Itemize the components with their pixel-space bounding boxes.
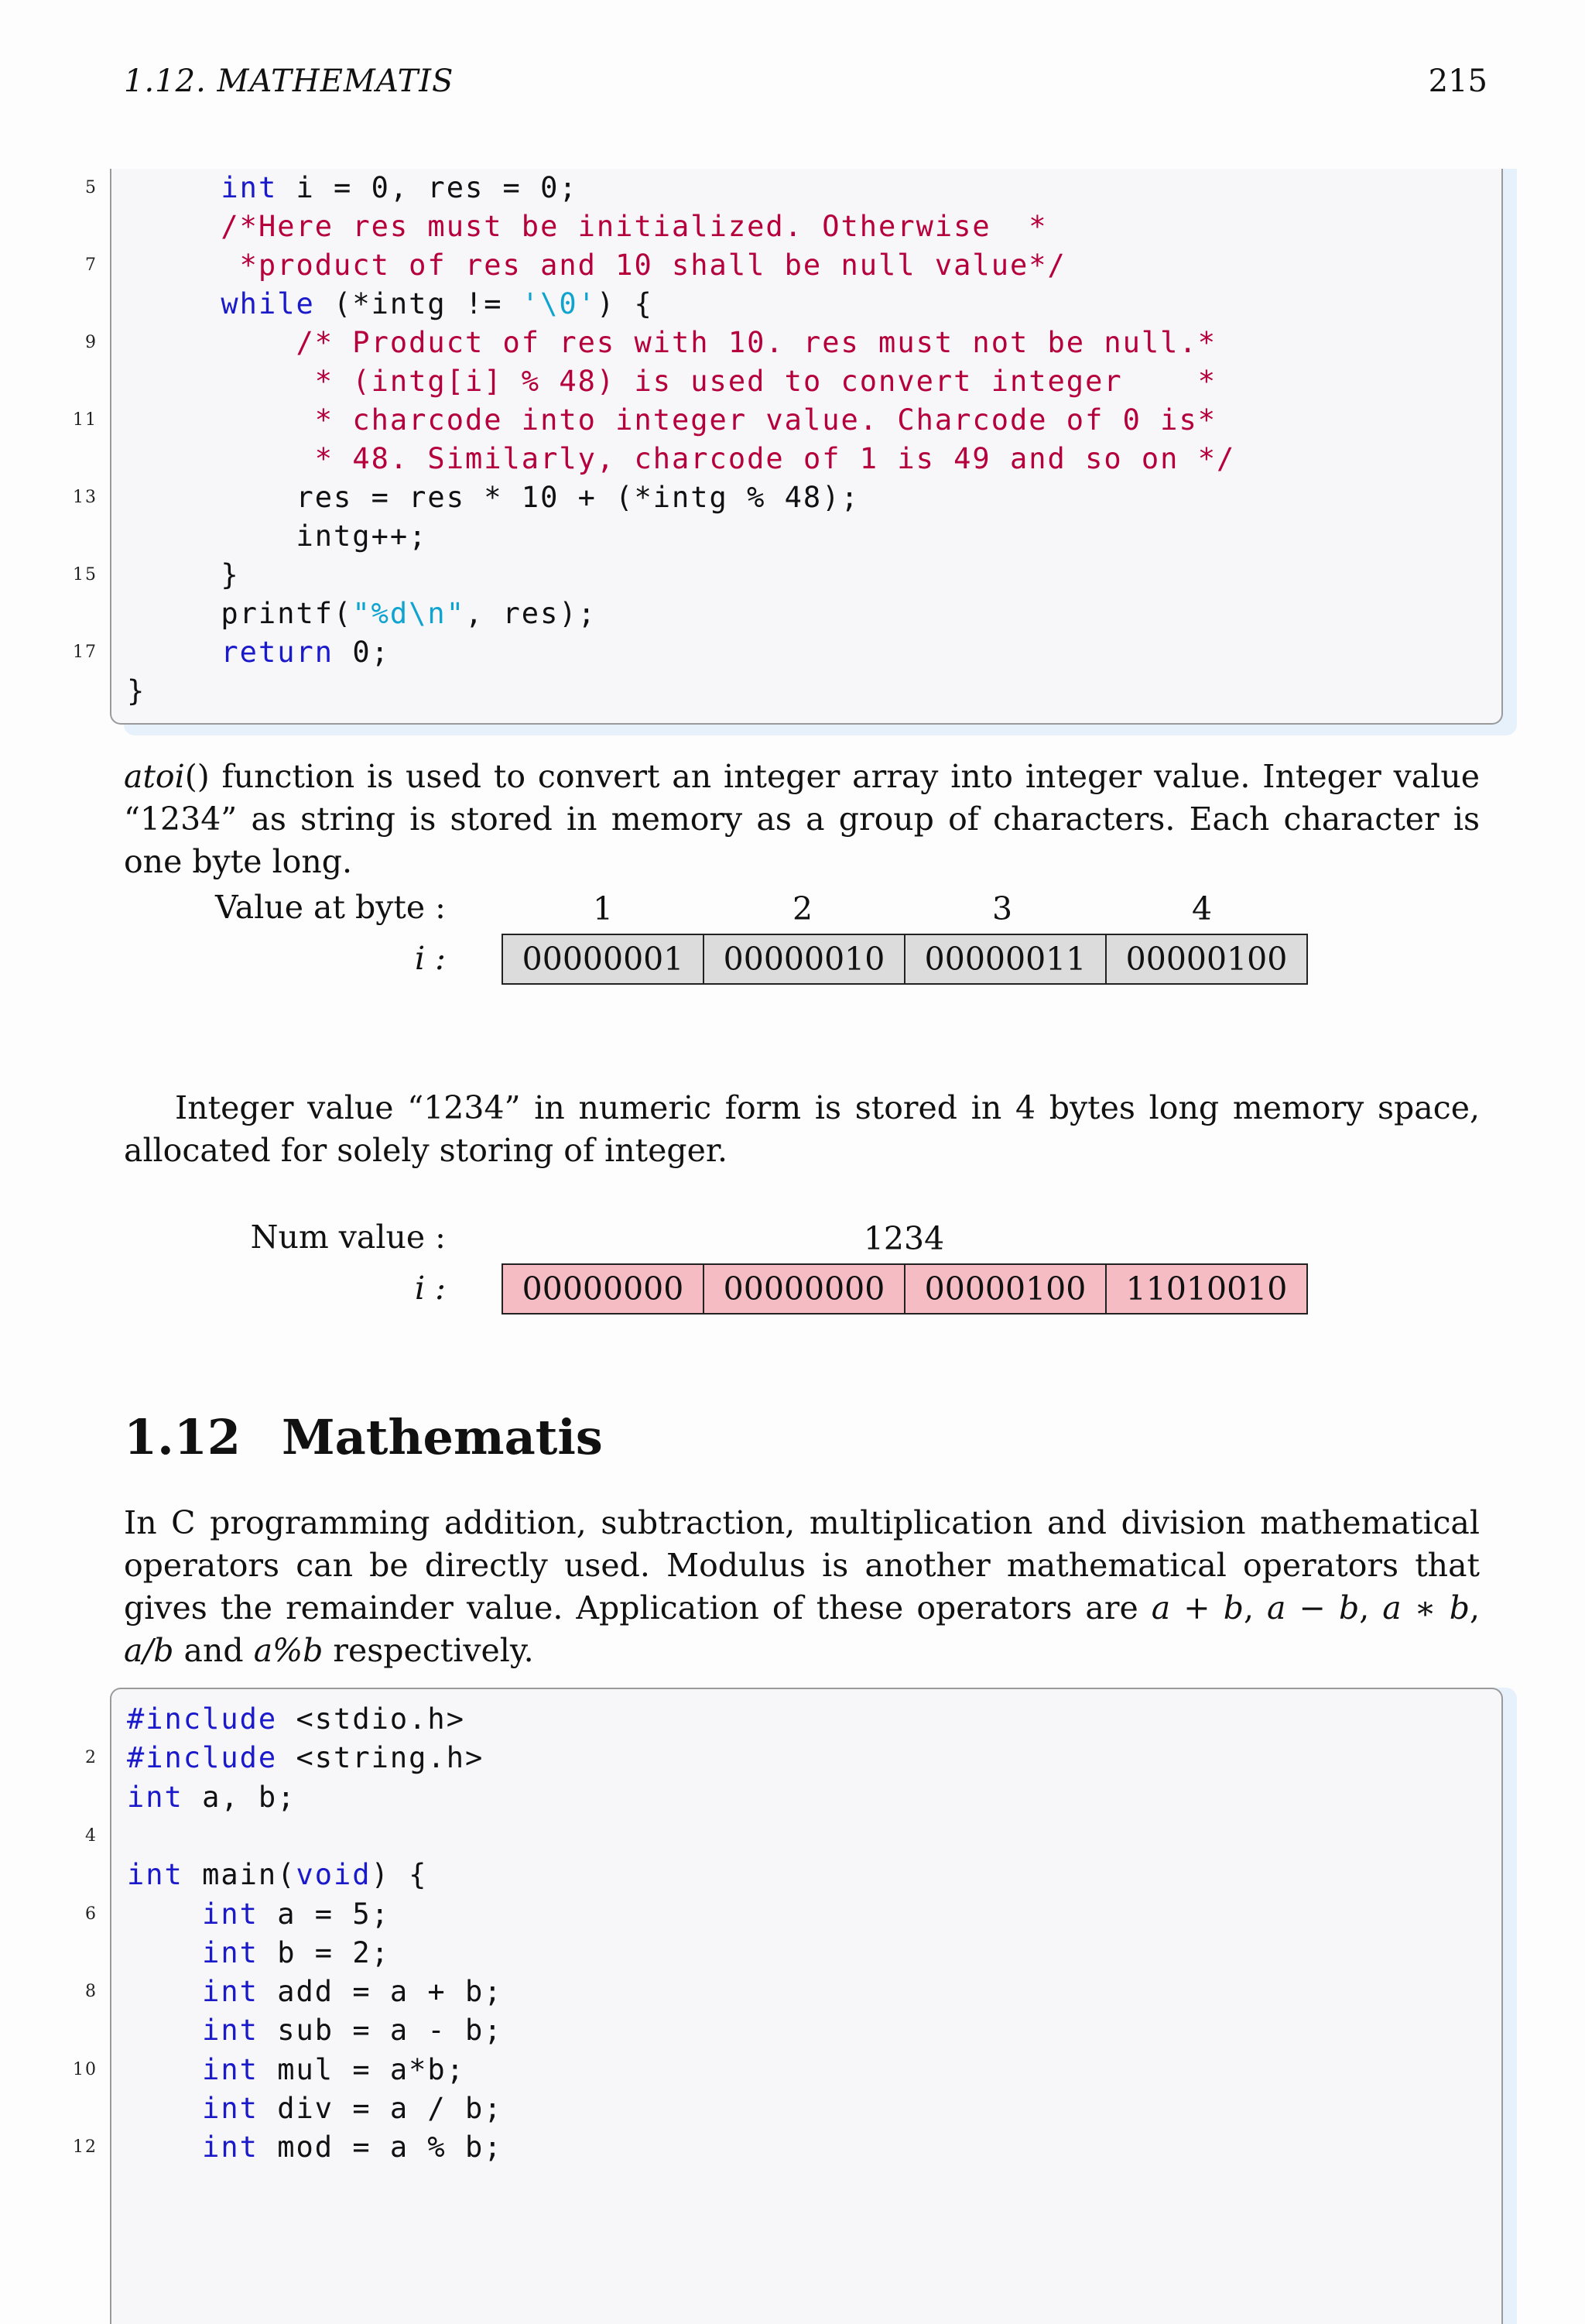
table2-header-label: Num value : bbox=[250, 1219, 446, 1256]
line-number: 7 bbox=[85, 255, 98, 275]
line-number: 10 bbox=[73, 2059, 98, 2079]
line-number: 12 bbox=[73, 2137, 98, 2158]
table1-column-number: 1 bbox=[592, 890, 614, 927]
line-number: 5 bbox=[85, 178, 98, 197]
code-line bbox=[85, 1973, 1501, 2011]
code-line bbox=[111, 517, 1501, 556]
code-text: /* Product of res with 10. res must not be null.* bbox=[296, 326, 1217, 359]
paragraph-atoi-intro bbox=[124, 756, 1480, 883]
table1-cell: 00000001 bbox=[502, 934, 704, 985]
table2-cell: 00000000 bbox=[703, 1263, 905, 1315]
code-line bbox=[111, 672, 1501, 711]
table1-cell: 00000100 bbox=[1105, 934, 1308, 985]
table1-column-number: 3 bbox=[991, 890, 1013, 927]
line-number: 17 bbox=[73, 643, 98, 662]
table1-header-label: Value at byte : bbox=[214, 889, 446, 926]
line-number: 8 bbox=[85, 1982, 98, 2002]
code-line bbox=[73, 401, 1501, 440]
code-text: *product of res and 10 shall be null value*/ bbox=[239, 249, 1066, 282]
code-text: int a, b; bbox=[127, 1780, 296, 1814]
code-line bbox=[85, 1895, 1501, 1934]
table1-column-number: 2 bbox=[792, 890, 813, 927]
code-line bbox=[111, 1700, 1501, 1739]
code-text: * charcode into integer value. Charcode of 0 is* bbox=[314, 403, 1217, 437]
code-text: int b = 2; bbox=[202, 1935, 390, 1969]
code-text: * 48. Similarly, charcode of 1 is 49 and so on */ bbox=[314, 442, 1236, 475]
code-line bbox=[111, 1934, 1501, 1973]
code-line bbox=[111, 1778, 1501, 1817]
code-line bbox=[73, 2051, 1501, 2089]
code-line bbox=[111, 362, 1501, 401]
code-text: #include <string.h> bbox=[127, 1741, 484, 1775]
math-expression: a%b bbox=[253, 1632, 324, 1669]
table2-cell: 11010010 bbox=[1105, 1263, 1308, 1315]
code-text: while (*intg != '\0') { bbox=[221, 287, 653, 320]
table2-row-label: i : bbox=[415, 1270, 446, 1307]
code-text: int main(void) { bbox=[127, 1858, 428, 1892]
paragraph-math-operators: In C programming addition, subtraction, multiplication and division mathematical operators can be directly used. Modulus is another mathematical operators that gives the remainder value. Application of these operators are a + b, a − b, a ∗ b, a/b and a%b respectively. bbox=[124, 1504, 1480, 1669]
section-number: 1.12 bbox=[124, 1409, 241, 1465]
code-line bbox=[73, 556, 1501, 595]
table2-byte-cells bbox=[503, 1263, 1308, 1315]
code-line bbox=[73, 2128, 1501, 2167]
line-number: 13 bbox=[73, 488, 98, 507]
code-line bbox=[111, 440, 1501, 478]
line-number: 9 bbox=[85, 333, 98, 352]
code-text: int a = 5; bbox=[202, 1897, 390, 1931]
code-line bbox=[111, 207, 1501, 246]
table1-byte-cells bbox=[503, 934, 1308, 985]
code-text: printf("%d\n", res); bbox=[127, 597, 597, 630]
table2-cell: 00000100 bbox=[904, 1263, 1107, 1315]
code-text: intg++; bbox=[127, 519, 428, 553]
table1-cell: 00000010 bbox=[703, 934, 905, 985]
code-line bbox=[111, 285, 1501, 324]
math-expression: a − b bbox=[1267, 1589, 1360, 1626]
code-text: int mod = a % b; bbox=[202, 2130, 503, 2165]
line-number: 11 bbox=[73, 410, 98, 430]
math-expression: a/b bbox=[124, 1632, 174, 1669]
code-line bbox=[73, 633, 1501, 672]
table1-column-numbers bbox=[503, 890, 1302, 927]
code-line bbox=[85, 169, 1501, 207]
code-text: return 0; bbox=[221, 636, 390, 669]
code-text: int i = 0, res = 0; bbox=[221, 171, 578, 204]
code-line bbox=[85, 1739, 1501, 1777]
code-text: res = res * 10 + (*intg % 48); bbox=[127, 481, 860, 514]
code-line bbox=[85, 1817, 1501, 1856]
code-text: int sub = a - b; bbox=[202, 2014, 503, 2048]
table2-cell: 00000000 bbox=[502, 1263, 704, 1315]
math-expression: a + b bbox=[1151, 1589, 1244, 1626]
code-line bbox=[111, 595, 1501, 633]
line-number: 4 bbox=[85, 1825, 98, 1846]
code-text: int mul = a*b; bbox=[202, 2052, 465, 2086]
table1-row-label: i : bbox=[415, 940, 446, 977]
paragraph-numeric-storage: Integer value “1234” in numeric form is stored in 4 bytes long memory space, allocated for solely storing of integer. bbox=[124, 1089, 1480, 1169]
running-header-section: 1.12. MATHEMATIS bbox=[124, 63, 454, 99]
code-line bbox=[73, 478, 1501, 517]
code-block-math-operators bbox=[73, 1688, 1503, 2324]
code-line bbox=[111, 1856, 1501, 1894]
code-block-atoi bbox=[73, 169, 1503, 725]
code-line bbox=[111, 2011, 1501, 2050]
code-line bbox=[85, 246, 1501, 285]
code-line bbox=[85, 324, 1501, 362]
code-text: #include <stdio.h> bbox=[127, 1702, 465, 1736]
atoi-function-name: atoi bbox=[124, 758, 185, 795]
table1-column-number: 4 bbox=[1191, 890, 1213, 927]
line-number: 2 bbox=[85, 1748, 98, 1768]
code-text: int div = a / b; bbox=[202, 2092, 503, 2125]
code-text: * (intg[i] % 48) is used to convert integer * bbox=[314, 365, 1217, 398]
code-text: /*Here res must be initialized. Otherwise * bbox=[221, 210, 1048, 243]
page-number: 215 bbox=[1428, 63, 1487, 99]
line-number: 6 bbox=[85, 1904, 98, 1924]
code-text: int add = a + b; bbox=[202, 1975, 503, 2009]
math-expression: a ∗ b bbox=[1382, 1589, 1470, 1626]
table1-cell: 00000011 bbox=[904, 934, 1107, 985]
line-number: 15 bbox=[73, 565, 98, 584]
code-line bbox=[111, 2089, 1501, 2128]
paragraph-atoi-rest: () function is used to convert an integer array into integer value. Integer value “1234” as string is stored in memory as a group of characters. Each character is one byte long. bbox=[124, 758, 1480, 880]
code-text: } bbox=[127, 674, 146, 708]
section-title: Mathematis bbox=[282, 1409, 603, 1465]
table2-num-value: 1234 bbox=[863, 1220, 945, 1257]
code-text: } bbox=[127, 558, 240, 591]
